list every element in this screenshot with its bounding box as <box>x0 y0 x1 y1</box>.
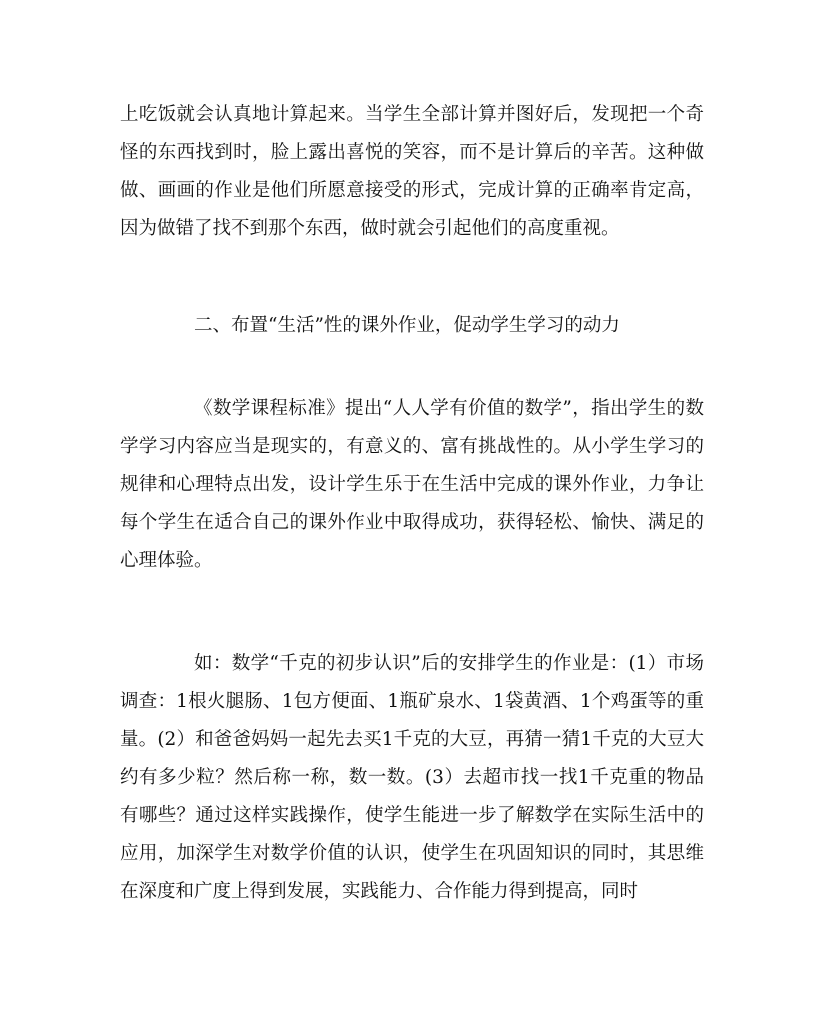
body-paragraph-continued: 上吃饭就会认真地计算起来。当学生全部计算并图好后，发现把一个奇怪的东西找到时，脸上露出喜悦的笑容，而不是计算后的辛苦。这种做做、画画的作业是他们所愿意接受的形式，完成计算的正确率肯定高，因为做错了找不到那个东西，做时就会引起他们的高度重视。 <box>120 104 704 239</box>
section-heading: 二、布置“生活”性的课外作业，促动学生学习的动力 <box>194 315 620 336</box>
body-paragraph-standard: 《数学课程标准》提出“人人学有价值的数学”，指出学生的数学学习内容应当是现实的，有意义的、富有挑战性的。从小学生学习的规律和心理特点出发，设计学生乐于在生活中完成的课外作业，力争让每个学生在适合自己的课外作业中取得成功，获得轻松、愉快、满足的心理体验。 <box>120 398 704 571</box>
body-paragraph-example: 如：数学“千克的初步认识”后的安排学生的作业是：(1）市场调查：1根火腿肠、1包方便面、1瓶矿泉水、1袋黄酒、1个鸡蛋等的重量。(2）和爸爸妈妈一起先去买1千克的大豆，再猜一猜1千克的大豆大约有多少粒？然后称一称，数一数。(3）去超市找一找1千克重的物品有哪些？通过这样实践操作，使学生能进一步了解数学在实际生活中的应用，加深学生对数学价值的认识，使学生在巩固知识的同时，其思维在深度和广度上得到发展，实践能力、合作能力得到提高，同时 <box>120 653 704 902</box>
